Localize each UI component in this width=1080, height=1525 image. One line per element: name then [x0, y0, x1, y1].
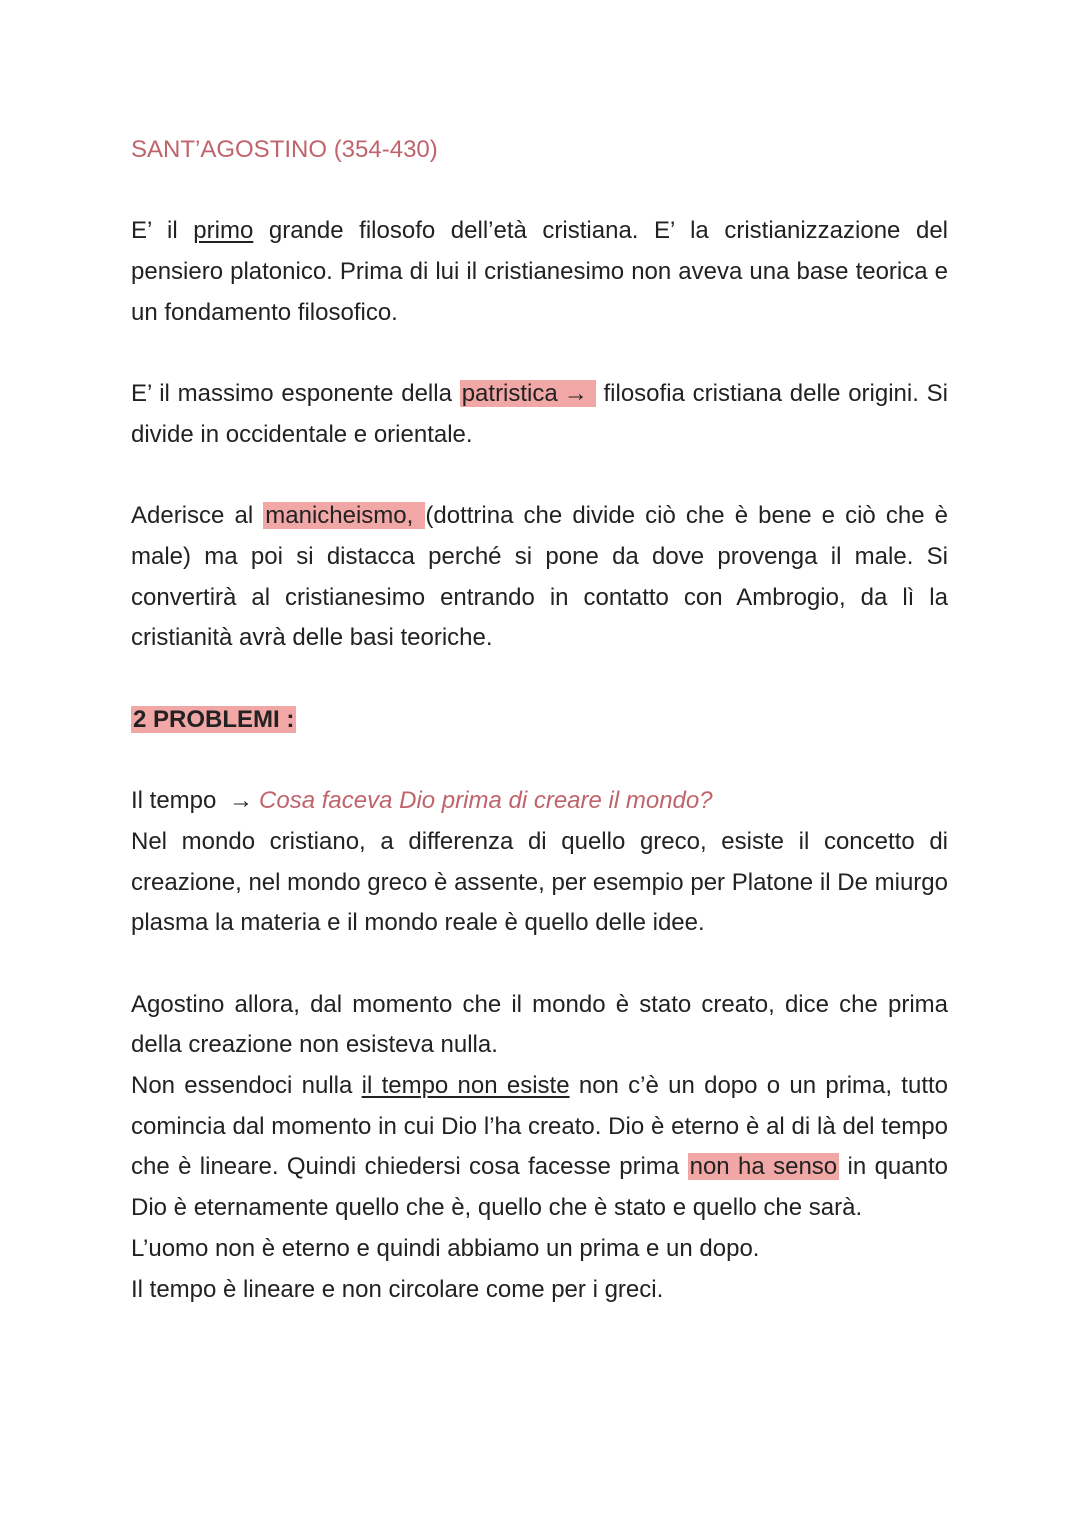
spacer: [131, 740, 948, 781]
question-text: Cosa faceva Dio prima di creare il mondo?: [259, 787, 713, 815]
underlined-word: primo: [193, 217, 254, 245]
paragraph-tempo: [131, 1066, 948, 1229]
line-uomo: L’uomo non è eterno e quindi abbiamo un prima e un dopo.: [131, 1234, 760, 1262]
spacer: [131, 171, 948, 212]
text-run: non c’è un dopo o un prima, tutto comincia dal momento in cui Dio l’ha creato. Dio è eterno è al di là del tempo che è lineare. Quindi chiedersi cosa facesse prima: [131, 1072, 949, 1181]
right-arrow-icon: →: [229, 787, 254, 815]
section-heading: [131, 700, 948, 741]
text-run: grande filosofo dell’età cristiana. E’ la cristianizzazione del pensiero platonico. Prima di lui il cristianesimo non aveva una base teorica e un fondamento filosofico.: [131, 217, 949, 326]
document-page: [131, 130, 948, 1310]
spacer: [131, 456, 948, 497]
text-run: E’ il: [131, 217, 194, 245]
highlighted-term: manicheismo,: [265, 502, 424, 530]
highlighted-term: non ha senso: [689, 1153, 838, 1181]
text-run: Il tempo: [131, 787, 224, 815]
time-question-line: [131, 781, 948, 822]
document-title: SANT’AGOSTINO (354-430): [131, 136, 438, 163]
paragraph-manicheismo: [131, 496, 948, 659]
highlighted-term-text: patristica: [461, 380, 558, 408]
line-tempo: Il tempo è lineare e non circolare come per i greci.: [131, 1275, 664, 1303]
spacer: [131, 944, 948, 985]
text-run: E’ il massimo esponente della: [131, 380, 460, 408]
highlighted-term: [460, 380, 596, 407]
section-heading-text: 2 PROBLEMI :: [133, 705, 295, 733]
text-run: Non essendoci nulla: [131, 1072, 362, 1100]
text-run: filosofia cristiana delle origini. Si divide in occidentale e orientale.: [131, 380, 949, 448]
spacer: [131, 659, 948, 700]
underlined-phrase: il tempo non esiste: [361, 1072, 570, 1100]
spacer: [131, 334, 948, 375]
text-run: (dottrina che divide ciò che è bene e ciò che è male) ma poi si distacca perché si pone da dove provenga il male. Si convertirà al cristianesimo entrando in contatto con Ambrogio, da lì la cristianità avrà delle basi teoriche.: [131, 502, 948, 652]
text-run: in quanto Dio è eternamente quello che è, quello che è stato e quello che sarà.: [131, 1153, 948, 1222]
right-arrow-icon: →: [563, 380, 588, 408]
paragraph-intro: [131, 211, 948, 333]
paragraph-patristica: [131, 374, 948, 455]
paragraph-agostino: Agostino allora, dal momento che il mondo è stato creato, dice che prima della creazione non esisteva nulla.: [131, 990, 948, 1059]
paragraph-creation: Nel mondo cristiano, a differenza di quello greco, esiste il concetto di creazione, nel mondo greco è assente, per esempio per Platone il De miurgo plasma la materia e il mondo reale è quello delle idee.: [131, 827, 948, 937]
text-run: Aderisce al: [131, 502, 264, 530]
